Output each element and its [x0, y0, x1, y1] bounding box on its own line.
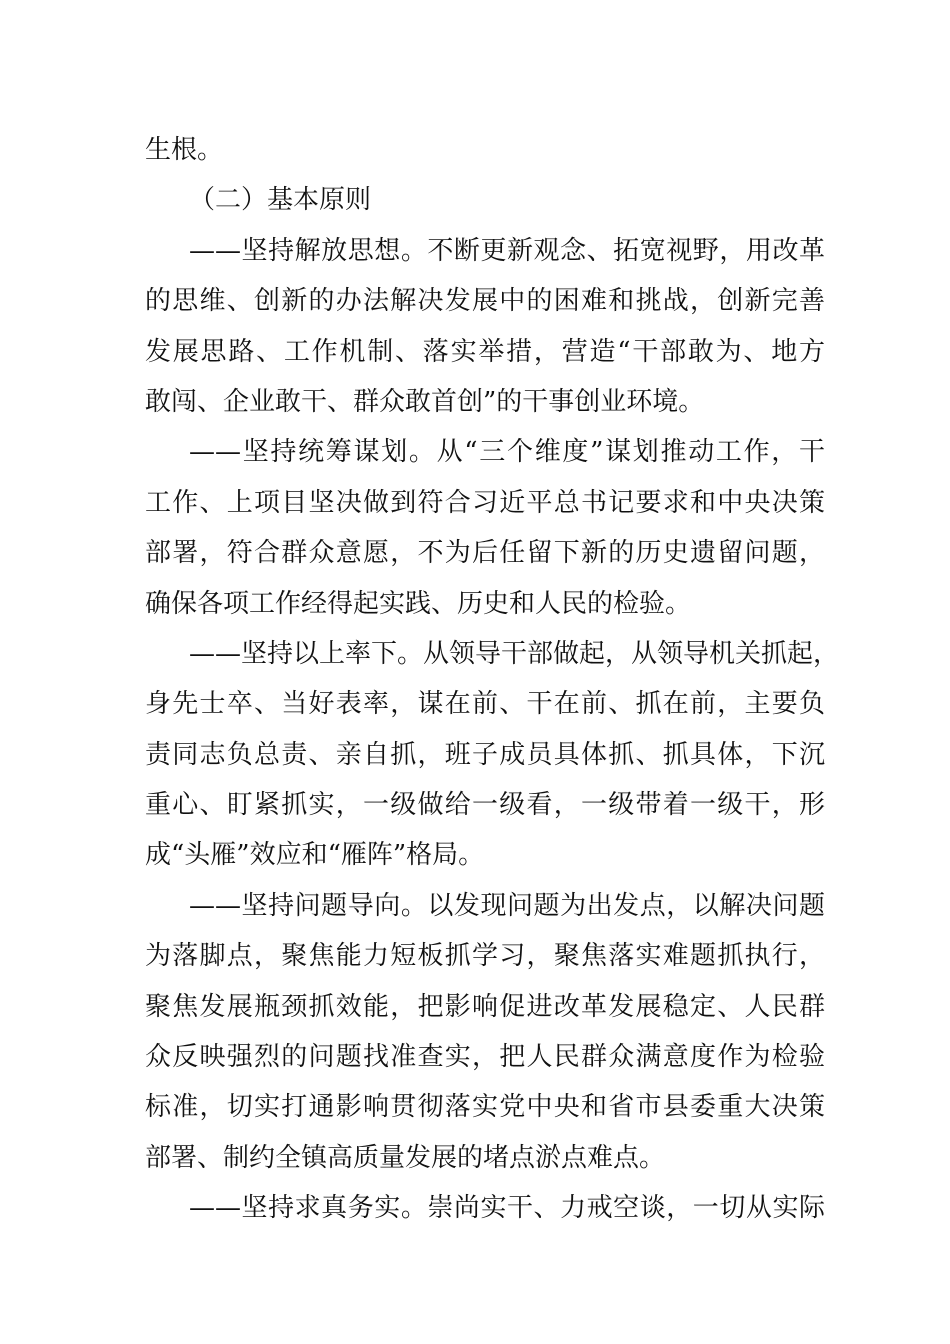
text-line: 标准，切实打通影响贯彻落实党中央和省市县委重大决策 — [145, 1092, 825, 1123]
text-line: ——坚持统筹谋划。从“三个维度”谋划推动工作，干 — [189, 437, 825, 468]
text-line: 成“头雁”效应和“雁阵”格局。 — [145, 840, 485, 871]
text-line: 众反映强烈的问题找准查实，把人民群众满意度作为检验 — [145, 1042, 825, 1073]
text-line: 部署，符合群众意愿，不为后任留下新的历史遗留问题， — [145, 538, 825, 569]
text-line: 身先士卒、当好表率，谋在前、干在前、抓在前，主要负 — [145, 689, 825, 720]
text-line: 重心、盯紧抓实，一级做给一级看，一级带着一级干，形 — [145, 790, 825, 821]
text-line: 责同志负总责、亲自抓，班子成员具体抓、抓具体，下沉 — [145, 739, 825, 770]
text-line: 确保各项工作经得起实践、历史和人民的检验。 — [145, 588, 692, 619]
text-line: ——坚持问题导向。以发现问题为出发点，以解决问题 — [189, 890, 825, 921]
text-line: 聚焦发展瓶颈抓效能，把影响促进改革发展稳定、人民群 — [145, 991, 825, 1022]
text-line: 部署、制约全镇高质量发展的堵点淤点难点。 — [145, 1142, 666, 1173]
text-line: 生根。 — [145, 135, 224, 165]
text-line: ——坚持求真务实。崇尚实干、力戒空谈，一切从实际 — [189, 1193, 825, 1224]
text-line: 为落脚点，聚焦能力短板抓学习，聚焦落实难题抓执行， — [145, 941, 825, 972]
text-line: 敢闯、企业敢干、群众敢首创”的干事创业环境。 — [145, 386, 705, 417]
text-line: 的思维、创新的办法解决发展中的困难和挑战，创新完善 — [145, 286, 825, 317]
document-body — [145, 125, 840, 1234]
text-line: ——坚持以上率下。从领导干部做起，从领导机关抓起， — [189, 638, 840, 669]
text-line: 工作、上项目坚决做到符合习近平总书记要求和中央决策 — [145, 487, 825, 518]
section-heading: （二）基本原则 — [189, 185, 372, 216]
text-line: 发展思路、工作机制、落实举措，营造“干部敢为、地方 — [145, 336, 825, 367]
text-line: ——坚持解放思想。不断更新观念、拓宽视野，用改革 — [189, 235, 825, 266]
